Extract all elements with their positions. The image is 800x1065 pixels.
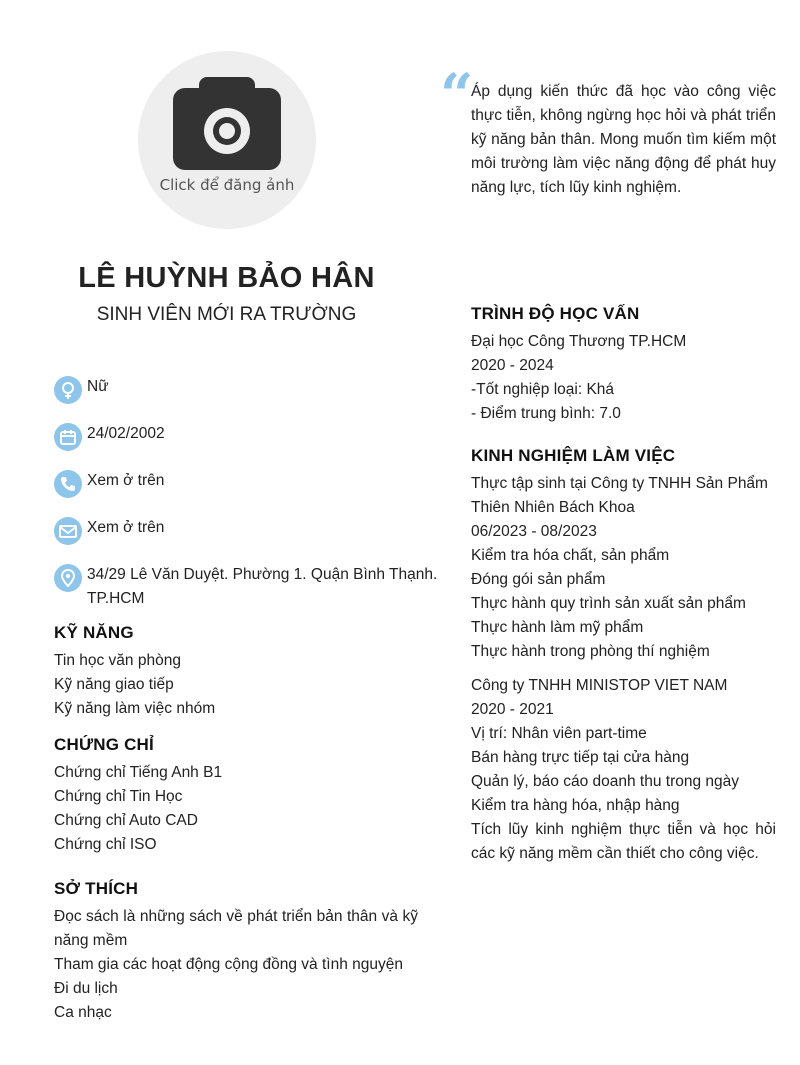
phone-icon bbox=[54, 470, 82, 498]
quote-icon: “ bbox=[440, 61, 474, 129]
job-company: Công ty TNHH MINISTOP VIET NAM bbox=[471, 677, 728, 694]
certificates-section bbox=[54, 735, 418, 857]
education-gpa: - Điểm trung bình: 7.0 bbox=[471, 405, 621, 422]
job-duty: Thực hành quy trình sản xuất sản phẩm bbox=[471, 595, 746, 612]
job-title: SINH VIÊN MỚI RA TRƯỜNG bbox=[96, 304, 357, 325]
list-item: Đọc sách là những sách về phát triển bản thân và kỹ năng mềm bbox=[54, 908, 418, 949]
location-icon bbox=[54, 564, 82, 592]
gender-value: Nữ bbox=[87, 378, 109, 395]
experience-title: KINH NGHIỆM LÀM VIỆC bbox=[471, 446, 676, 465]
job-duty: Kiểm tra hàng hóa, nhập hàng bbox=[471, 797, 680, 814]
list-item: Tin học văn phòng bbox=[54, 652, 181, 669]
hobbies-section bbox=[54, 879, 418, 1025]
list-item: Kỹ năng làm việc nhóm bbox=[54, 700, 216, 717]
job-duty: Vị trí: Nhân viên part-time bbox=[471, 725, 647, 742]
career-objective: Áp dụng kiến thức đã học vào công việc thực tiễn, không ngừng học hỏi và phát triển kỹ năng bản thân. Mong muốn tìm kiếm một môi trường làm việc năng động để phát huy năng lực, tích lũy kinh nghiệm. bbox=[471, 83, 776, 196]
job-duty: Kiểm tra hóa chất, sản phẩm bbox=[471, 547, 670, 564]
list-item: Đi du lịch bbox=[54, 980, 118, 997]
phone-value: Xem ở trên bbox=[87, 472, 165, 489]
job-company: Thực tập sinh tại Công ty TNHH Sản Phẩm Thiên Nhiên Bách Khoa bbox=[471, 475, 768, 516]
email-value: Xem ở trên bbox=[87, 519, 165, 536]
hobbies-title: SỞ THÍCH bbox=[54, 879, 139, 898]
job-duty: Bán hàng trực tiếp tại cửa hàng bbox=[471, 749, 690, 766]
education-rank: -Tốt nghiệp loại: Khá bbox=[471, 381, 615, 398]
avatar-upload[interactable] bbox=[138, 51, 316, 229]
job-duty: Thực hành trong phòng thí nghiệm bbox=[471, 643, 710, 660]
list-item: Kỹ năng giao tiếp bbox=[54, 676, 174, 693]
list-item: Ca nhạc bbox=[54, 1004, 112, 1021]
experience-section bbox=[471, 446, 776, 866]
contact-address bbox=[54, 563, 444, 611]
certificates-title: CHỨNG CHỈ bbox=[54, 735, 154, 754]
education-school: Đại học Công Thương TP.HCM bbox=[471, 333, 687, 350]
birthday-value: 24/02/2002 bbox=[87, 425, 165, 442]
contact-birthday bbox=[54, 422, 444, 451]
calendar-icon bbox=[54, 423, 82, 451]
job-duty: Đóng gói sản phẩm bbox=[471, 571, 606, 588]
job-entry bbox=[471, 472, 776, 664]
address-value: 34/29 Lê Văn Duyệt. Phường 1. Quận Bình Thạnh. TP.HCM bbox=[87, 566, 438, 607]
education-title: TRÌNH ĐỘ HỌC VẤN bbox=[471, 304, 640, 323]
avatar-upload-label: Click để đăng ảnh bbox=[159, 176, 295, 194]
contact-phone bbox=[54, 469, 444, 498]
job-duty: Thực hành làm mỹ phẩm bbox=[471, 619, 644, 636]
list-item: Chứng chỉ Tin Học bbox=[54, 788, 183, 805]
job-entry bbox=[471, 674, 776, 866]
full-name: LÊ HUỲNH BẢO HÂN bbox=[78, 262, 375, 294]
education-period: 2020 - 2024 bbox=[471, 357, 554, 374]
gender-icon bbox=[54, 376, 82, 404]
list-item: Chứng chỉ Auto CAD bbox=[54, 812, 198, 829]
contact-list bbox=[54, 375, 444, 629]
list-item: Chứng chỉ Tiếng Anh B1 bbox=[54, 764, 223, 781]
contact-gender bbox=[54, 375, 444, 404]
job-period: 2020 - 2021 bbox=[471, 701, 554, 718]
email-icon bbox=[54, 517, 82, 545]
job-duty: Tích lũy kinh nghiệm thực tiễn và học hỏi các kỹ năng mềm cần thiết cho công việc. bbox=[471, 821, 776, 862]
job-period: 06/2023 - 08/2023 bbox=[471, 523, 597, 540]
job-duty: Quản lý, báo cáo doanh thu trong ngày bbox=[471, 773, 740, 790]
skills-title: KỸ NĂNG bbox=[54, 623, 134, 642]
education-section bbox=[471, 304, 776, 426]
list-item: Chứng chỉ ISO bbox=[54, 836, 157, 853]
contact-email bbox=[54, 516, 444, 545]
skills-section bbox=[54, 623, 418, 721]
list-item: Tham gia các hoạt động cộng đồng và tình nguyện bbox=[54, 956, 403, 973]
